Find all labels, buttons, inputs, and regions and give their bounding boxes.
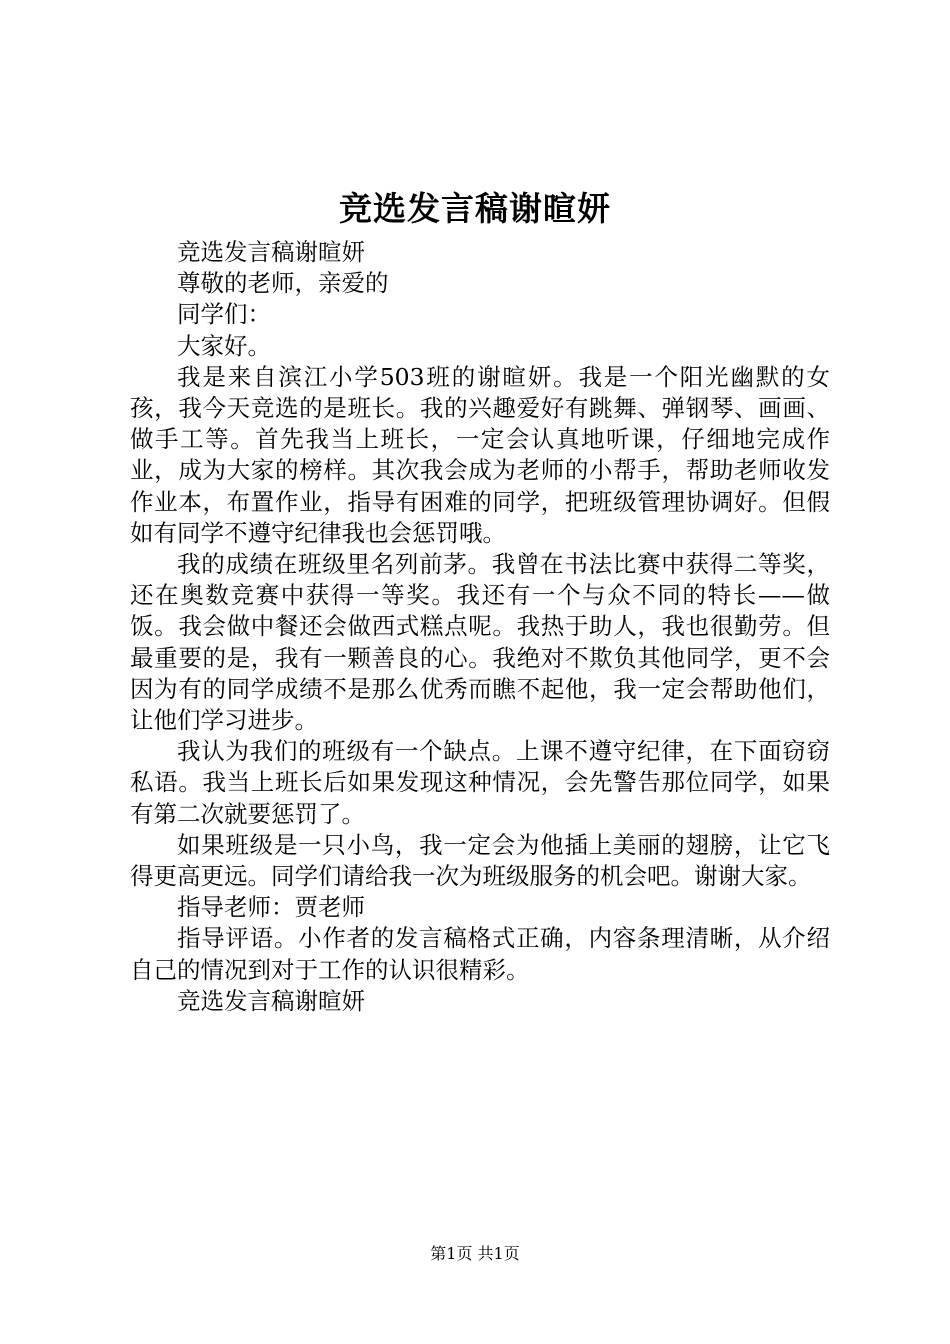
paragraph-achievements: 我的成绩在班级里名列前茅。我曾在书法比赛中获得二等奖，还在奥数竞赛中获得一等奖。我还有一个与众不同的特长——做饭。我会做中餐还会做西式糕点呢。我热于助人，我也很勤劳。但最重要的是，我有一颗善良的心。我绝对不欺负其他同学，更不会因为有的同学成绩不是那么优秀而瞧不起他，我一定会帮助他们，让他们学习进步。 [130, 550, 830, 735]
paragraph-salutation-cont: 同学们： [177, 300, 271, 329]
paragraph-greeting: 大家好。 [177, 331, 271, 360]
page-footer: 第1页 共1页 [430, 1244, 520, 1263]
paragraph-heading-repeat: 竞选发言稿谢暄妍 [177, 238, 365, 266]
document-title: 竞选发言稿谢暄妍 [339, 189, 611, 228]
paragraph-teacher: 指导老师：贾老师 [177, 893, 365, 922]
paragraph-comment: 指导评语。小作者的发言稿格式正确，内容条理清晰，从介绍自己的情况到对于工作的认识很精彩。 [130, 924, 830, 984]
document-body [130, 237, 830, 1017]
paragraph-salutation: 尊敬的老师，亲爱的 [177, 269, 389, 298]
paragraph-closing: 如果班级是一只小鸟，我一定会为他插上美丽的翅膀，让它飞得更高更远。同学们请给我一次为班级服务的机会吧。谢谢大家。 [130, 830, 830, 891]
paragraph-signature: 竞选发言稿谢暄妍 [177, 986, 365, 1015]
paragraph-class-issue: 我认为我们的班级有一个缺点。上课不遵守纪律，在下面窃窃私语。我当上班长后如果发现这种情况，会先警告那位同学，如果有第二次就要惩罚了。 [130, 737, 830, 828]
paragraph-introduction: 我是来自滨江小学503班的谢暄妍。我是一个阳光幽默的女孩，我今天竞选的是班长。我的兴趣爱好有跳舞、弹钢琴、画画、做手工等。首先我当上班长，一定会认真地听课，仔细地完成作业，成为大家的榜样。其次我会成为老师的小帮手，帮助老师收发作业本，布置作业，指导有困难的同学，把班级管理协调好。但假如有同学不遵守纪律我也会惩罚哦。 [130, 362, 830, 547]
